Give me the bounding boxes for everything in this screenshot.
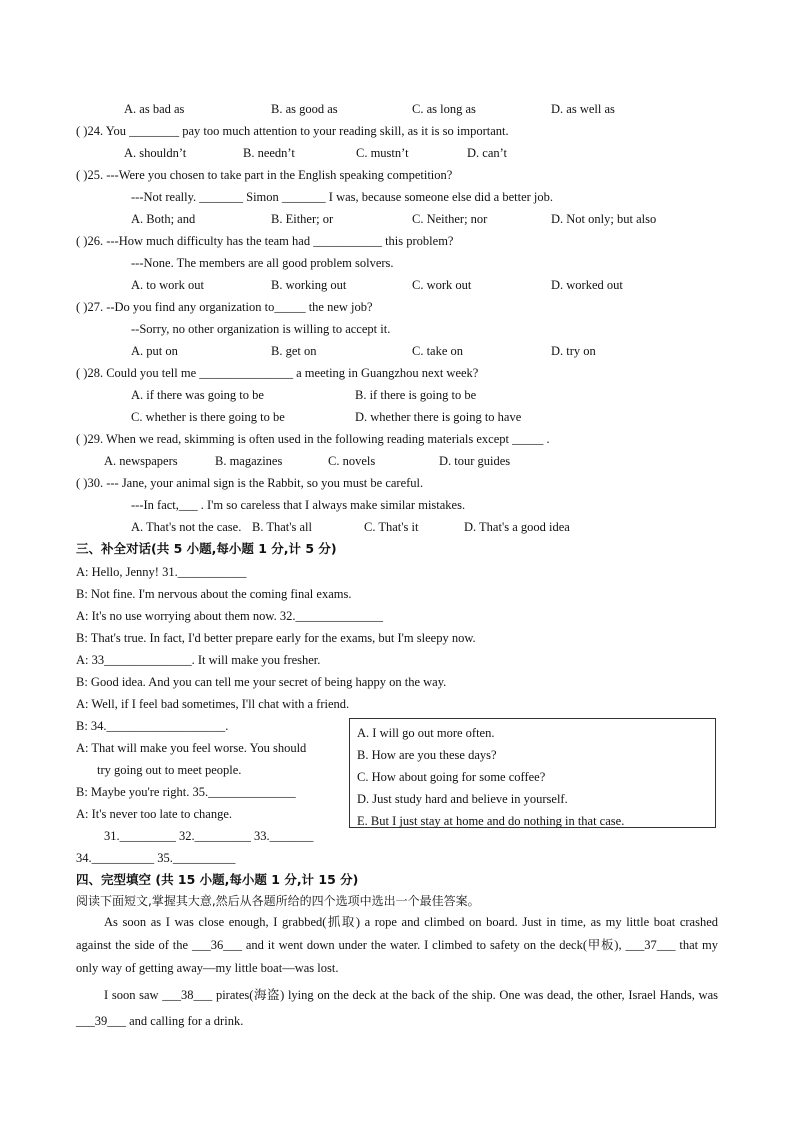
q29-option-c: C. novels	[328, 454, 376, 468]
section4-instruction: 阅读下面短文,掌握其大意,然后从各题所给的四个选项中选出一个最佳答案。	[76, 894, 480, 908]
passage-paragraph-2: I soon saw ___38___ pirates(海盗) lying on the deck at the back of the ship. One was dead, the other, Israel Hands, was ___39___ and calling for a drink.	[76, 988, 718, 1028]
dialogue-line-8: B: 34.___________________.	[76, 719, 229, 733]
q25-stem: ( )25. ---Were you chosen to take part in the English speaking competition?	[76, 168, 453, 182]
q30-option-c: C. That's it	[364, 520, 419, 534]
dialogue-line-1: A: Hello, Jenny! 31.___________	[76, 565, 247, 579]
q25-option-a: A. Both; and	[131, 212, 196, 226]
q24-stem: ( )24. You ________ pay too much attention to your reading skill, as it is so important.	[76, 124, 509, 138]
q30-option-d: D. That's a good idea	[464, 520, 570, 534]
q23-option-a: A. as bad as	[124, 102, 185, 116]
q24-option-d: D. can’t	[467, 146, 508, 160]
q28-option-d: D. whether there is going to have	[355, 410, 522, 424]
q26-stem: ( )26. ---How much difficulty has the team had ___________ this problem?	[76, 234, 454, 248]
q23-option-d: D. as well as	[551, 102, 615, 116]
section3-title: 三、补全对话(共 5 小题,每小题 1 分,计 5 分)	[76, 541, 337, 556]
dialogue-line-9: A: That will make you feel worse. You should	[76, 741, 307, 755]
q26-option-a: A. to work out	[131, 278, 204, 292]
q28-option-a: A. if there was going to be	[131, 388, 264, 402]
answer-blanks-row-2: 34.__________ 35.__________	[76, 851, 236, 865]
q24-option-a: A. shouldn’t	[124, 146, 187, 160]
passage-paragraph-1: As soon as I was close enough, I grabbed(抓取) a rope and climbed on board. Just in time, as my little boat crashed against the side of the ___36___ and it went down under the water. I climbed to safety on the deck(甲板), ___37___ that my only way of getting away—my little boat—was lost.	[76, 915, 718, 975]
q25-option-b: B. Either; or	[271, 212, 334, 226]
q28-option-c: C. whether is there going to be	[131, 410, 285, 424]
q29-option-a: A. newspapers	[104, 454, 178, 468]
q27-option-c: C. take on	[412, 344, 464, 358]
dialogue-options-box	[349, 718, 716, 828]
q29-stem: ( )29. When we read, skimming is often used in the following reading materials except _____ .	[76, 432, 550, 446]
box-option-c: C. How about going for some coffee?	[357, 770, 546, 784]
q27-option-d: D. try on	[551, 344, 596, 358]
dialogue-line-5: A: 33______________. It will make you fresher.	[76, 653, 321, 667]
q27-stem-reply: --Sorry, no other organization is willing to accept it.	[131, 322, 391, 336]
q27-stem: ( )27. --Do you find any organization to_____ the new job?	[76, 300, 373, 314]
q25-option-c: C. Neither; nor	[412, 212, 488, 226]
q30-stem: ( )30. --- Jane, your animal sign is the Rabbit, so you must be careful.	[76, 476, 424, 490]
q26-option-b: B. working out	[271, 278, 347, 292]
box-option-b: B. How are you these days?	[357, 748, 497, 762]
box-option-e: E. But I just stay at home and do nothing in that case.	[357, 814, 625, 828]
dialogue-line-6: B: Good idea. And you can tell me your secret of being happy on the way.	[76, 675, 447, 689]
dialogue-line-7: A: Well, if I feel bad sometimes, I'll chat with a friend.	[76, 697, 350, 711]
dialogue-line-9-cont: try going out to meet people.	[97, 763, 242, 777]
q28-stem: ( )28. Could you tell me _______________ a meeting in Guangzhou next week?	[76, 366, 479, 380]
answer-blanks-row-1: 31._________ 32._________ 33._______	[104, 829, 314, 843]
dialogue-line-11: A: It's never too late to change.	[76, 807, 233, 821]
dialogue-line-3: A: It's no use worrying about them now. 32.______________	[76, 609, 383, 623]
dialogue-line-2: B: Not fine. I'm nervous about the coming final exams.	[76, 587, 352, 601]
q23-option-c: C. as long as	[412, 102, 476, 116]
q23-option-b: B. as good as	[271, 102, 338, 116]
q30-stem-reply: ---In fact,___ . I'm so careless that I always make similar mistakes.	[131, 498, 466, 512]
q25-stem-reply: ---Not really. _______ Simon _______ I was, because someone else did a better job.	[131, 190, 554, 204]
box-option-d: D. Just study hard and believe in yourself.	[357, 792, 568, 806]
q26-stem-reply: ---None. The members are all good problem solvers.	[131, 256, 394, 270]
box-option-a: A. I will go out more often.	[357, 726, 495, 740]
dialogue-line-10: B: Maybe you're right. 35.______________	[76, 785, 296, 799]
q24-option-c: C. mustn’t	[356, 146, 409, 160]
dialogue-line-4: B: That's true. In fact, I'd better prepare early for the exams, but I'm sleepy now.	[76, 631, 476, 645]
q27-option-a: A. put on	[131, 344, 178, 358]
q28-option-b: B. if there is going to be	[355, 388, 477, 402]
q26-option-d: D. worked out	[551, 278, 623, 292]
q30-option-a: A. That's not the case.	[131, 520, 242, 534]
q26-option-c: C. work out	[412, 278, 472, 292]
q30-option-b: B. That's all	[252, 520, 313, 534]
section4-title: 四、完型填空 (共 15 小题,每小题 1 分,计 15 分)	[76, 872, 359, 887]
q24-option-b: B. needn’t	[243, 146, 295, 160]
q27-option-b: B. get on	[271, 344, 317, 358]
q25-option-d: D. Not only; but also	[551, 212, 657, 226]
q29-option-d: D. tour guides	[439, 454, 511, 468]
q29-option-b: B. magazines	[215, 454, 283, 468]
